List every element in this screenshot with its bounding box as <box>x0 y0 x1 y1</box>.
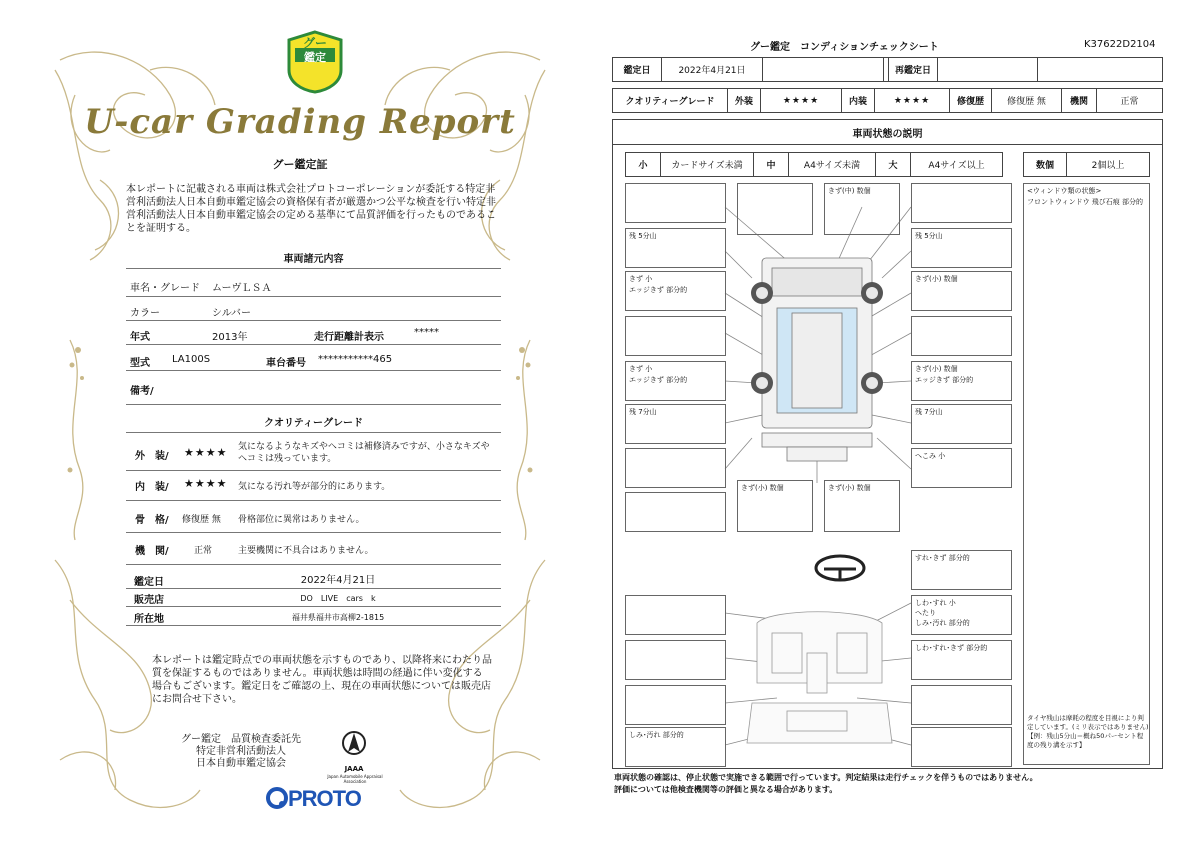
divider <box>126 532 501 533</box>
date-label: 鑑定日 <box>134 577 164 588</box>
sheet-title: グー鑑定 コンディションチェックシート <box>750 42 939 53</box>
sheet-id: K37622D2104 <box>1084 39 1156 50</box>
name-grade-value: ムーヴＬＳＡ <box>212 283 272 294</box>
box-right-door-rear: きず(小) 数個 エッジきず 部分的 <box>911 361 1012 401</box>
year-value: 2013年 <box>212 332 248 343</box>
legend-large: 大 <box>875 152 911 177</box>
frame-value: 修復歴 無 <box>182 515 221 525</box>
color-label: カラー <box>130 308 160 319</box>
legend-small: 小 <box>625 152 661 177</box>
divider <box>126 564 501 565</box>
engine-label: 機 関/ <box>135 546 169 557</box>
address-label: 所在地 <box>134 614 164 625</box>
dealer-label: 販売店 <box>134 595 164 606</box>
footnote-1: 車両状態の確認は、停止状態で実施できる範囲で行っています。判定結果は走行チェックを伴うものではありません。 <box>614 773 1038 782</box>
interior-label: 内 装/ <box>135 482 169 493</box>
divider <box>126 404 501 405</box>
box-right-rear: へこみ 小 <box>911 448 1012 488</box>
legend-medium-desc: A4サイズ未満 <box>788 152 876 177</box>
box-left-tire-front: 残 5分山 <box>625 228 726 268</box>
certificate-subtitle: グー鑑定証 <box>272 158 328 171</box>
box-int-r4 <box>911 727 1012 767</box>
tire-note: タイヤ残山は摩耗の程度を目視により判定しています。(ミリ表示ではありません) 【例：残山5分山＝概ね50パーセント程度の残り溝を示す】 <box>1027 714 1149 749</box>
box-top-mid-left <box>737 183 813 235</box>
divider <box>126 320 501 321</box>
odometer-value: ***** <box>414 327 439 338</box>
exterior-label: 外装 <box>727 88 761 113</box>
footnote-2: 評価については他検査機関等の評価と異なる場合があります。 <box>614 785 838 794</box>
box-rear-left: きず(小) 数個 <box>737 480 813 532</box>
divider <box>126 432 501 433</box>
engine-value: 正常 <box>194 546 213 556</box>
box-right-tire-rear: 残 7分山 <box>911 404 1012 444</box>
condition-check-sheet <box>600 0 1200 848</box>
engine-label: 機関 <box>1061 88 1097 113</box>
box-int-l3 <box>625 685 726 725</box>
proto-logo: PROTO <box>288 786 361 811</box>
box-int-r2: しわ･すれ･きず 部分的 <box>911 640 1012 680</box>
interior-stars: ★★★★ <box>874 88 950 113</box>
proto-mark-icon <box>266 787 288 809</box>
signature-block <box>176 734 306 770</box>
window-status-box: <ウィンドウ類の状態> フロントウィンドウ 飛び石痕 部分的 <box>1023 183 1150 765</box>
box-l7 <box>625 448 726 488</box>
exterior-stars: ★★★★ <box>760 88 842 113</box>
box-left-door-rear: きず 小 エッジきず 部分的 <box>625 361 726 401</box>
interior-label: 内装 <box>841 88 875 113</box>
legend-medium: 中 <box>753 152 789 177</box>
jaaa-caption: Japan Automobile Appraisal Association <box>327 774 383 784</box>
frame-label: 骨 格/ <box>135 515 169 526</box>
repair-label: 修復歴 <box>949 88 992 113</box>
jaaa-logo-icon <box>340 730 368 764</box>
legend-large-desc: A4サイズ以上 <box>910 152 1003 177</box>
certificate-intro: 本レポートに記載される車両は株式会社プロトコーポレーションが委託する特定非営利活動法人日本自動車鑑定協会の資格保有者が厳選かつ公平な検査を行い特定非営利活動法人日本自動車鑑定協会の定める基準にて品質評価を行ったものであることを証明する。 <box>126 184 496 234</box>
divider <box>126 470 501 471</box>
divider <box>126 370 501 371</box>
model-label: 型式 <box>130 358 150 369</box>
date-blank <box>762 57 884 82</box>
grade-heading: クオリティーグレード <box>264 418 363 429</box>
badge-line2: 鑑定 <box>304 51 326 64</box>
condition-heading: 車両状態の説明 <box>852 129 923 140</box>
box-int-l1 <box>625 595 726 635</box>
box-steering: すれ･きず 部分的 <box>911 550 1012 590</box>
reappraisal-blank <box>1037 57 1163 82</box>
engine-value: 正常 <box>1096 88 1163 113</box>
box-int-r1: しわ･すれ 小 へたり しみ･汚れ 部分的 <box>911 595 1012 635</box>
sign-line2: 特定非営利活動法人 <box>196 746 286 757</box>
box-r1 <box>911 183 1012 223</box>
steering-wheel-icon <box>816 556 864 580</box>
jaaa-label: JAAA <box>344 765 364 773</box>
divider <box>126 268 501 269</box>
date-label: 鑑定日 <box>612 57 662 82</box>
sign-line3: 日本自動車鑑定協会 <box>196 758 286 769</box>
remarks-label: 備考/ <box>130 386 154 397</box>
date-value: 2022年4月21日 <box>661 57 763 82</box>
box-int-r3 <box>911 685 1012 725</box>
certificate-footer-note: 本レポートは鑑定時点での車両状態を示すものであり、以降将来にわたり品質を保証するものではありません。車両状態は時間の経過に伴い変化する場合もございます。鑑定日をご確認の上、現在の車両状態については販売店にお問合せ下さい。 <box>152 655 492 705</box>
divider <box>126 588 501 589</box>
count-label: 数個 <box>1023 152 1067 177</box>
odometer-label: 走行距離計表示 <box>314 332 384 343</box>
box-l4 <box>625 316 726 356</box>
exterior-stars: ★★★★ <box>184 446 228 459</box>
box-int-l2 <box>625 640 726 680</box>
chassis-value: ***********465 <box>318 354 393 365</box>
sign-line1: グー鑑定 品質検査委託先 <box>181 734 301 745</box>
exterior-text: 気になるようなキズやヘコミは補修済みですが、小さなキズやヘコミは残っています。 <box>238 442 490 464</box>
box-left-fender-front: きず 小 エッジきず 部分的 <box>625 271 726 311</box>
box-right-tire-front: 残 5分山 <box>911 228 1012 268</box>
spec-heading: 車両諸元内容 <box>283 254 344 265</box>
exterior-label: 外 装/ <box>135 451 169 462</box>
divider <box>126 344 501 345</box>
box-rear-right: きず(小) 数個 <box>824 480 900 532</box>
box-top-mid-right: きず(中) 数個 <box>824 183 900 235</box>
legend-small-desc: カードサイズ未満 <box>660 152 754 177</box>
box-l1 <box>625 183 726 223</box>
year-label: 年式 <box>130 332 150 343</box>
model-value: LA100S <box>172 354 211 365</box>
report-title: U-car Grading Report <box>84 102 516 142</box>
divider <box>126 296 501 297</box>
box-l8 <box>625 492 726 532</box>
box-left-tire-rear: 残 7分山 <box>625 404 726 444</box>
grade-label: クオリティーグレード <box>612 88 728 113</box>
date-value: 2022年4月21日 <box>300 575 376 586</box>
name-grade-label: 車名・グレード <box>130 283 200 294</box>
box-int-left-bottom: しみ･汚れ 部分的 <box>625 727 726 767</box>
repair-value: 修復歴 無 <box>991 88 1062 113</box>
address-value: 福井県福井市高柳2-1815 <box>291 613 385 622</box>
interior-stars: ★★★★ <box>184 477 228 490</box>
chassis-label: 車台番号 <box>266 358 306 369</box>
engine-text: 主要機関に不具合はありません。 <box>238 546 374 556</box>
box-r4 <box>911 316 1012 356</box>
reappraisal-value <box>937 57 1038 82</box>
dealer-value: DO LIVE cars k <box>300 594 376 603</box>
frame-text: 骨格部位に異常はありません。 <box>238 515 365 525</box>
divider <box>126 500 501 501</box>
divider <box>126 625 501 626</box>
interior-text: 気になる汚れ等が部分的にあります。 <box>238 482 391 492</box>
badge-line1: グー <box>302 36 327 50</box>
color-value: シルバー <box>212 308 252 319</box>
divider <box>126 606 501 607</box>
count-value: 2個以上 <box>1066 152 1150 177</box>
reappraisal-label: 再鑑定日 <box>888 57 938 82</box>
box-right-fender-front: きず(小) 数個 <box>911 271 1012 311</box>
